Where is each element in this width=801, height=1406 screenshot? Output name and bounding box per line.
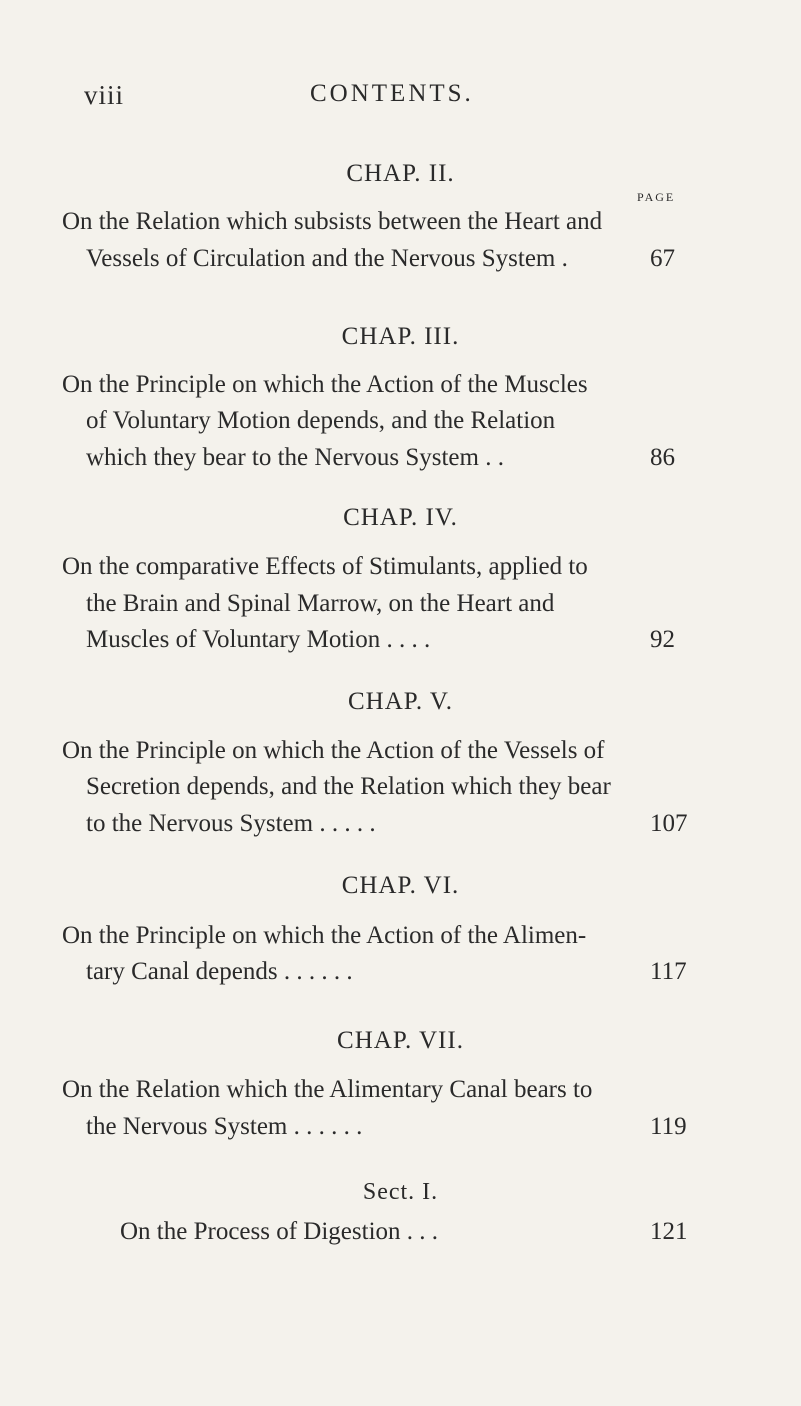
page-column-label: PAGE [637, 190, 676, 204]
entry-page-number: 117 [650, 958, 687, 985]
entry-line [0, 1113, 801, 1153]
chapter-heading: CHAP. VII. [337, 1027, 464, 1054]
running-title: CONTENTS. [310, 80, 474, 107]
entry-text: On the Principle on which the Action of the Vessels of [62, 737, 605, 764]
entry-text: the Brain and Spinal Marrow, on the Heart and [86, 590, 555, 617]
chapter-heading: CHAP. IV. [343, 504, 458, 531]
entry-page-number: 119 [650, 1113, 687, 1140]
entry-text: Muscles of Voluntary Motion . . . . [86, 626, 431, 653]
entry-line [0, 1218, 801, 1258]
chapter-heading: CHAP. VI. [341, 872, 460, 899]
entry-text: Vessels of Circulation and the Nervous System . [86, 245, 568, 272]
entry-line [0, 371, 801, 411]
chapter-heading: CHAP. II. [346, 160, 455, 187]
chapter-heading: CHAP. III. [341, 323, 460, 350]
entry-text: to the Nervous System . . . . . [86, 810, 376, 837]
entry-text: On the Relation which the Alimentary Canal bears to [62, 1076, 593, 1103]
chapter-heading: CHAP. V. [347, 688, 454, 715]
entry-line [0, 958, 801, 998]
entry-text: tary Canal depends . . . . . . [86, 958, 353, 985]
entry-text: of Voluntary Motion depends, and the Relation [86, 407, 556, 434]
entry-text: On the Principle on which the Action of the Alimen- [62, 922, 587, 949]
entry-line [0, 553, 801, 593]
entry-text: Secretion depends, and the Relation which they bear [86, 773, 611, 800]
page-number: viii [84, 80, 125, 110]
entry-text: On the comparative Effects of Stimulants, applied to [62, 553, 588, 580]
entry-text: On the Process of Digestion . . . [120, 1218, 439, 1245]
entry-line [0, 245, 801, 285]
running-head [84, 80, 704, 120]
entry-text: On the Relation which subsists between the Heart and [62, 208, 603, 235]
entry-line [0, 810, 801, 850]
entry-line [0, 626, 801, 666]
entry-text: On the Principle on which the Action of the Muscles [62, 371, 588, 398]
entry-text: the Nervous System . . . . . . [86, 1113, 363, 1140]
entry-page-number: 67 [650, 245, 675, 272]
entry-page-number: 107 [650, 810, 688, 837]
entry-line [0, 1076, 801, 1116]
entry-line [0, 773, 801, 813]
entry-line [0, 208, 801, 248]
entry-line [0, 407, 801, 447]
entry-line [0, 444, 801, 484]
entry-line [0, 922, 801, 962]
entry-page-number: 121 [650, 1218, 688, 1245]
entry-text: which they bear to the Nervous System . . [86, 444, 504, 471]
section-heading: Sect. I. [362, 1179, 439, 1205]
entry-line [0, 590, 801, 630]
entry-page-number: 86 [650, 444, 675, 471]
entry-line [0, 737, 801, 777]
entry-page-number: 92 [650, 626, 675, 653]
